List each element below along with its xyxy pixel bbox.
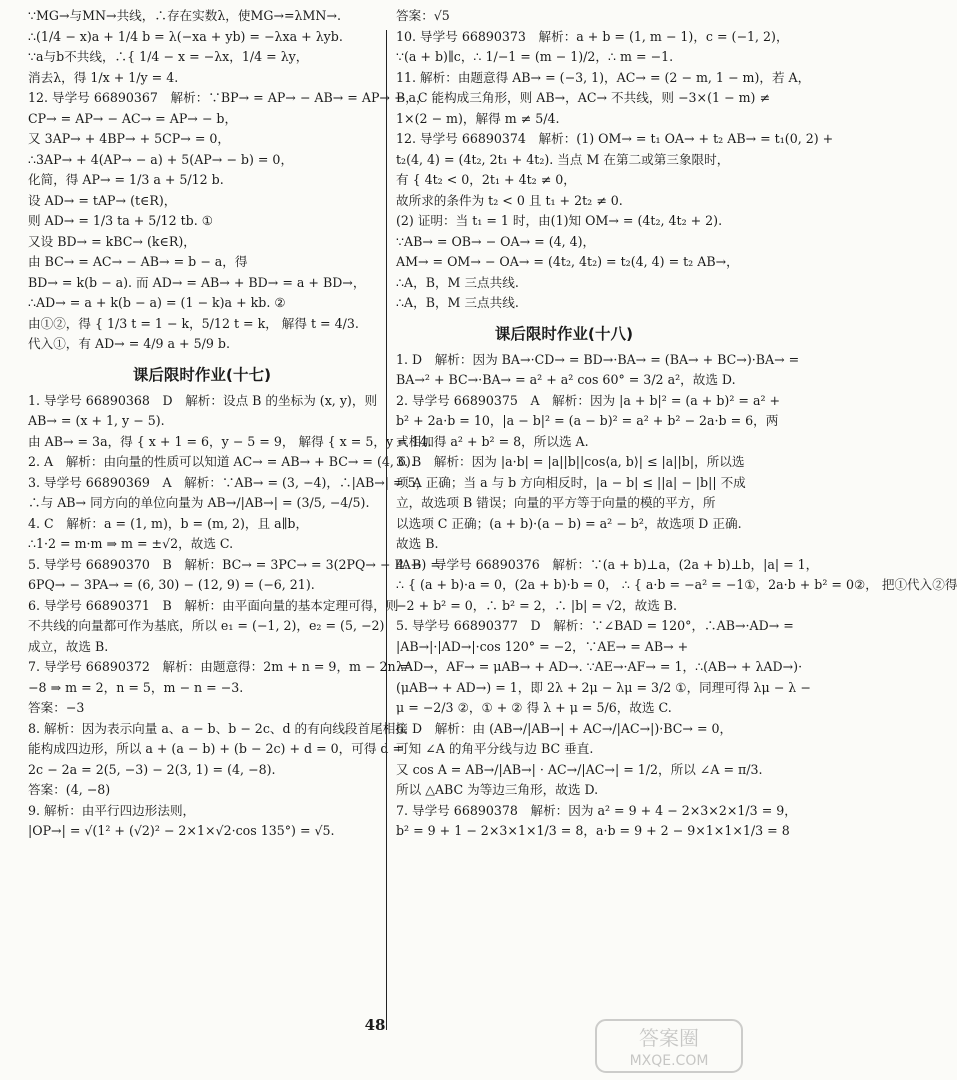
text-line: 2c − 2a = 2(5, −3) − 2(3, 1) = (4, −8). xyxy=(28,761,276,777)
text-line: 3. B 解析：因为 |a·b| = |a||b||cos⟨a, b⟩| ≤ |a||b|，所以选 xyxy=(396,454,745,469)
text-line: 11. 解析：由题意得 AB→ = (−3, 1)，AC→ = (2 − m, 1 − m)，若 A， xyxy=(396,69,811,85)
watermark-title: 答案圈 xyxy=(639,1026,699,1050)
text-line: 6. 导学号 66890371 B 解析：由平面向量的基本定理可得，则 xyxy=(28,597,399,613)
text-line: 项 A 正确；当 a 与 b 方向相反时，|a − b| ≤ ||a| − |b|| 不成 xyxy=(396,474,746,490)
text-line: 能构成四边形，所以 a + (a − b) + (b − 2c) + d = 0，可得 d = xyxy=(28,741,404,756)
text-line: 不共线的向量都可作为基底，所以 e₁ = (−1, 2)，e₂ = (5, −2) xyxy=(28,618,385,633)
text-line: 故选 B. xyxy=(396,536,439,551)
text-line: (2) 证明：当 t₁ = 1 时，由(1)知 OM→ = (4t₂, 4t₂ + 2). xyxy=(396,213,723,228)
text-line: 又设 BD→ = kBC→ (k∈R)， xyxy=(28,233,196,249)
text-line: ∴A，B，M 三点共线. xyxy=(396,295,519,310)
text-line: 可知 ∠A 的角平分线与边 BC 垂直. xyxy=(396,741,594,756)
text-line: BA→² + BC→·BA→ = a² + a² cos 60° = 3/2 a²，故选 D. xyxy=(396,372,736,387)
text-line: ∴3AP→ + 4(AP→ − a) + 5(AP→ − b) = 0， xyxy=(28,151,294,167)
text-line: |OP→| = √(1² + (√2)² − 2×1×√2·cos 135°) = √5. xyxy=(28,823,335,838)
text-line: 答案：−3 xyxy=(28,700,85,715)
text-line: 1×(2 − m)，解得 m ≠ 5/4. xyxy=(396,110,560,126)
text-line: 又 cos A = AB→/|AB→| · AC→/|AC→| = 1/2，所以 ∠A = π/3. xyxy=(396,761,763,777)
text-line: 代入①，有 AD→ = 4/9 a + 5/9 b. xyxy=(28,336,230,351)
text-line: 5. 导学号 66890377 D 解析：∵∠BAD = 120°，∴AB→·AD→ = xyxy=(396,618,794,633)
text-line: 故所求的条件为 t₂ < 0 且 t₁ + 2t₂ ≠ 0. xyxy=(396,192,623,208)
text-line: t₂(4, 4) = (4t₂, 2t₁ + 4t₂). 当点 M 在第二或第三象限时， xyxy=(396,151,730,167)
text-line: ∵a与b不共线，∴{ 1/4 − x = −λx，1/4 = λy， xyxy=(28,49,309,64)
text-line: ∵AB→ = OB→ − OA→ = (4, 4)， xyxy=(396,233,596,249)
text-line: 6. D 解析：由 (AB→/|AB→| + AC→/|AC→|)·BC→ = 0， xyxy=(396,720,733,736)
text-line: 2. A 解析：由向量的性质可以知道 AC→ = AB→ + BC→ = (4, 6). xyxy=(28,454,415,469)
text-line: BD→ = k(b − a). 而 AD→ = AB→ + BD→ = a + BD→， xyxy=(28,274,366,290)
text-line: ∴ { (a + b)·a = 0，(2a + b)·b = 0， ∴ { a·b = −a² = −1①，2a·b + b² = 0②， 把①代入②得 xyxy=(396,577,957,592)
text-line: 成立，故选 B. xyxy=(28,638,109,654)
text-line: B，C 能构成三角形，则 AB→，AC→ 不共线，则 −3×(1 − m) ≠ xyxy=(396,90,771,105)
page-number: 48 xyxy=(364,1016,386,1034)
text-line: 消去λ，得 1/x + 1/y = 4. xyxy=(28,69,179,85)
text-line: (μAB→ + AD→) = 1，即 2λ + 2μ − λμ = 3/2 ①，同理可得 λμ − λ − xyxy=(396,679,811,695)
text-line: ∴A，B，M 三点共线. xyxy=(396,274,519,290)
text-line: 以选项 C 正确；(a + b)·(a − b) = a² − b²，故选项 D 正确. xyxy=(396,515,742,531)
text-line: 7. 导学号 66890378 解析：因为 a² = 9 + 4 − 2×3×2×1/3 = 9， xyxy=(396,802,797,818)
text-line: 有 { 4t₂ < 0，2t₁ + 4t₂ ≠ 0， xyxy=(396,172,576,187)
text-line: ∵(a + b)∥c，∴ 1/−1 = (m − 1)/2，∴ m = −1. xyxy=(396,49,674,64)
text-line: 6PQ→ − 3PA→ = (6, 30) − (12, 9) = (−6, 21). xyxy=(28,577,315,592)
text-line: 4. B 导学号 66890376 解析：∵(a + b)⊥a，(2a + b)⊥b，|a| = 1， xyxy=(396,556,819,572)
text-line: 答案：√5 xyxy=(396,8,450,23)
text-line: AM→ = OM→ − OA→ = (4t₂, 4t₂) = t₂(4, 4) = t₂ AB→， xyxy=(396,254,739,269)
text-line: 所以 △ABC 为等边三角形，故选 D. xyxy=(396,782,599,797)
watermark-logo xyxy=(594,1018,744,1074)
text-line: ∴AD→ = a + k(b − a) = (1 − k)a + kb. ② xyxy=(28,295,286,310)
text-line: ∵MG→与MN→共线，∴存在实数λ，使MG→=λMN→. xyxy=(28,8,342,23)
text-line: 12. 导学号 66890367 解析：∵BP→ = AP→ − AB→ = AP→ − a， xyxy=(28,90,429,105)
text-line: 由①②，得 { 1/3 t = 1 − k，5/12 t = k， 解得 t = 4/3. xyxy=(28,315,359,331)
text-line: 3. 导学号 66890369 A 解析：∵AB→ = (3, −4)，∴|AB→| = 5， xyxy=(28,474,429,490)
text-line: 4. C 解析：a = (1, m)，b = (m, 2)，且 a∥b， xyxy=(28,515,309,531)
watermark-url: MXQE.COM xyxy=(629,1053,709,1069)
text-line: 5. 导学号 66890370 B 解析：BC→ = 3PC→ = 3(2PQ→ − PA→) = xyxy=(28,556,441,572)
text-line: AB→ = (x + 1, y − 5). xyxy=(28,413,165,428)
text-line: 1. D 解析：因为 BA→·CD→ = BD→·BA→ = (BA→ + BC→)·BA→ = xyxy=(396,351,800,367)
text-line: −8 ⇒ m = 2，n = 5，m − n = −3. xyxy=(28,679,244,695)
text-line: 9. 解析：由平行四边形法则， xyxy=(28,802,196,818)
section-heading: 课后限时作业(十七) xyxy=(132,365,272,384)
text-line: λAD→，AF→ = μAB→ + AD→. ∵AE→·AF→ = 1，∴(AB→ + λAD→)· xyxy=(396,659,803,674)
text-line: ∴1·2 = m·m ⇒ m = ±√2，故选 C. xyxy=(28,536,234,551)
text-line: 10. 导学号 66890373 解析：a + b = (1, m − 1)，c = (−1, 2)， xyxy=(396,28,789,44)
text-line: 式相加得 a² + b² = 8，所以选 A. xyxy=(396,433,589,449)
text-line: 7. 导学号 66890372 解析：由题意得：2m + n = 9，m − 2n = xyxy=(28,659,411,674)
text-line: ∴(1/4 − x)a + 1/4 b = λ(−xa + yb) = −λxa + λyb. xyxy=(28,28,343,44)
text-line: 由 BC→ = AC→ − AB→ = b − a，得 xyxy=(28,254,248,269)
text-line: 8. 解析：因为表示向量 a、a − b、b − 2c、d 的有向线段首尾相接 xyxy=(28,720,408,736)
text-line: 设 AD→ = tAP→ (t∈R)， xyxy=(28,192,177,208)
text-line: |AB→|·|AD→|·cos 120° = −2，∵AE→ = AB→ + xyxy=(396,638,689,654)
text-line: 12. 导学号 66890374 解析：(1) OM→ = t₁ OA→ + t₂ AB→ = t₁(0, 2) + xyxy=(396,131,834,146)
right-column xyxy=(396,6,957,842)
text-line: μ = −2/3 ②，① + ② 得 λ + μ = 5/6，故选 C. xyxy=(396,700,672,715)
text-line: 立，故选项 B 错误；向量的平方等于向量的模的平方，所 xyxy=(396,495,716,510)
text-line: 由 AB→ = 3a，得 { x + 1 = 6，y − 5 = 9， 解得 { x = 5，y = 14. xyxy=(28,433,432,449)
text-line: 又 3AP→ + 4BP→ + 5CP→ = 0， xyxy=(28,131,230,146)
text-line: 化简，得 AP→ = 1/3 a + 5/12 b. xyxy=(28,172,224,187)
text-line: CP→ = AP→ − AC→ = AP→ − b， xyxy=(28,110,238,126)
text-line: 1. 导学号 66890368 D 解析：设点 B 的坐标为 (x, y)，则 xyxy=(28,392,378,408)
text-line: b² = 9 + 1 − 2×3×1×1/3 = 8，a·b = 9 + 2 − 9×1×1×1/3 = 8 xyxy=(396,823,790,838)
text-line: −2 + b² = 0，∴ b² = 2，∴ |b| = √2，故选 B. xyxy=(396,597,678,613)
text-line: ∴与 AB→ 同方向的单位向量为 AB→/|AB→| = (3/5, −4/5). xyxy=(28,495,370,510)
text-line: 则 AD→ = 1/3 ta + 5/12 tb. ① xyxy=(28,213,214,228)
section-heading: 课后限时作业(十八) xyxy=(494,324,634,343)
text-line: 答案：(4, −8) xyxy=(28,782,111,797)
column-divider xyxy=(386,30,387,1030)
text-line: b² + 2a·b = 10，|a − b|² = (a − b)² = a² + b² − 2a·b = 6，两 xyxy=(396,413,779,428)
text-line: 2. 导学号 66890375 A 解析：因为 |a + b|² = (a + b)² = a² + xyxy=(396,392,781,408)
